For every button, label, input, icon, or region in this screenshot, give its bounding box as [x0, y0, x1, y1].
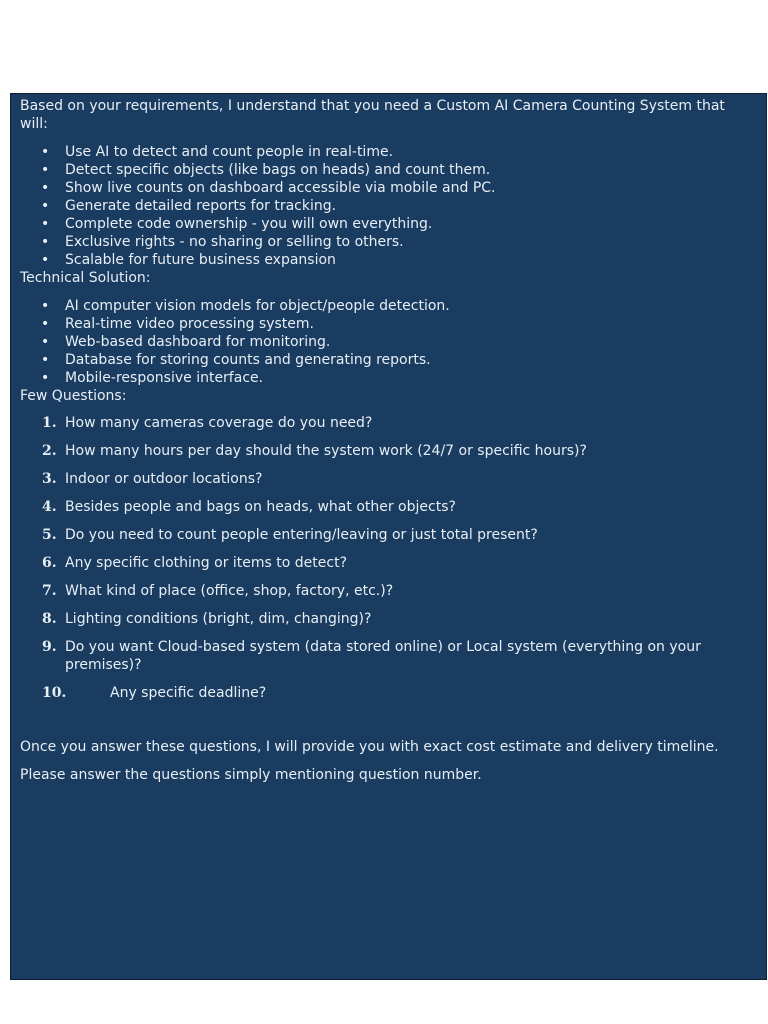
question-number: 6. [42, 555, 57, 571]
questions-list [20, 414, 757, 702]
question-number: 7. [42, 583, 57, 599]
closing-text: Once you answer these questions, I will provide you with exact cost estimate and delivery timeline. [20, 739, 719, 755]
question-number: 3. [42, 471, 57, 487]
question-text: Besides people and bags on heads, what other objects? [65, 499, 456, 515]
question-number: 4. [42, 499, 57, 515]
question-text: Do you need to count people entering/leaving or just total present? [65, 527, 538, 543]
question-number: 9. [42, 639, 57, 655]
question-text: Lighting conditions (bright, dim, changing)? [65, 611, 372, 627]
list-item: • Scalable for future business expansion [20, 251, 757, 269]
question-number: 10. [42, 685, 67, 701]
list-item: • Complete code ownership - you will own everything. [20, 215, 757, 233]
question-text: Do you want Cloud-based system (data stored online) or Local system (everything on your premises)? [65, 639, 701, 673]
question-number: 5. [42, 527, 57, 543]
question-item [20, 582, 757, 600]
question-number: 1. [42, 415, 57, 431]
question-text: How many cameras coverage do you need? [65, 415, 373, 431]
message-panel [10, 93, 767, 980]
requirements-list [20, 143, 757, 269]
question-item [20, 638, 757, 674]
technical-list [20, 297, 757, 387]
instruction-text: Please answer the questions simply mentioning question number. [20, 767, 482, 783]
list-item: • Show live counts on dashboard accessible via mobile and PC. [20, 179, 757, 197]
list-item: • Exclusive rights - no sharing or selling to others. [20, 233, 757, 251]
list-item: • AI computer vision models for object/people detection. [20, 297, 757, 315]
intro-text: Based on your requirements, I understand that you need a Custom AI Camera Counting System that will: [20, 98, 725, 132]
question-number: 2. [42, 443, 57, 459]
question-item [20, 414, 757, 432]
question-item [20, 526, 757, 544]
question-item [20, 554, 757, 572]
list-item: • Mobile-responsive interface. [20, 369, 757, 387]
question-item [20, 610, 757, 628]
list-item: • Detect specific objects (like bags on heads) and count them. [20, 161, 757, 179]
technical-heading: Technical Solution: [20, 270, 151, 286]
question-item [20, 470, 757, 488]
question-item [20, 442, 757, 460]
list-item: • Web-based dashboard for monitoring. [20, 333, 757, 351]
question-item [20, 498, 757, 516]
list-item: • Generate detailed reports for tracking. [20, 197, 757, 215]
question-text: Indoor or outdoor locations? [65, 471, 263, 487]
question-number: 8. [42, 611, 57, 627]
question-text: What kind of place (office, shop, factory, etc.)? [65, 583, 394, 599]
question-text: Any specific deadline? [110, 685, 267, 701]
question-text: Any specific clothing or items to detect? [65, 555, 348, 571]
questions-heading: Few Questions: [20, 388, 127, 404]
question-item [20, 684, 757, 702]
list-item: • Use AI to detect and count people in real-time. [20, 143, 757, 161]
question-text: How many hours per day should the system work (24/7 or specific hours)? [65, 443, 587, 459]
list-item: • Real-time video processing system. [20, 315, 757, 333]
list-item: • Database for storing counts and generating reports. [20, 351, 757, 369]
